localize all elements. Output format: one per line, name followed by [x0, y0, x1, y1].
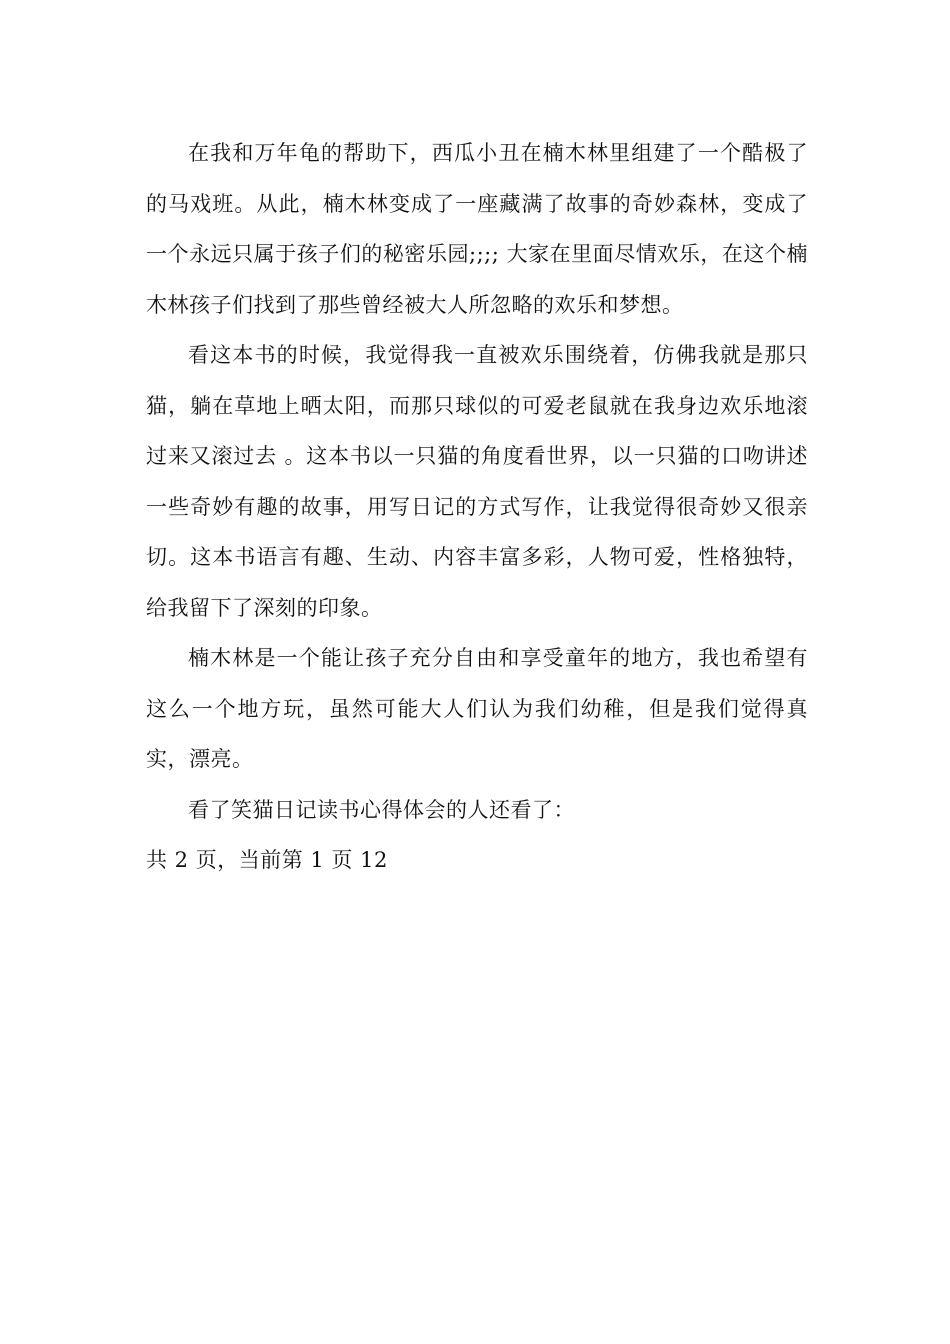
paragraph-2: 看这本书的时候，我觉得我一直被欢乐围绕着，仿佛我就是那只猫，躺在草地上晒太阳，而那只球似的可爱老鼠就在我身边欢乐地滚过来又滚过去 。这本书以一只猫的角度看世界，以一只猫的口吻讲述一些奇妙有趣的故事，用写日记的方式写作，让我觉得很奇妙又很亲切。这本书语言有趣、生动、内容丰富多彩，人物可爱，性格独特，给我留下了深刻的印象。	[146, 343, 808, 620]
pagination-text[interactable]: 共 2 页，当前第 1 页 12	[146, 848, 388, 872]
related-reading-label: 看了笑猫日记读书心得体会的人还看了：	[188, 797, 575, 822]
paragraph-1: 在我和万年龟的帮助下，西瓜小丑在楠木林里组建了一个酷极了的马戏班。从此，楠木林变成了一座藏满了故事的奇妙森林，变成了一个永远只属于孩子们的秘密乐园;;;; 大家在里面尽情欢乐，在这个楠木林孩子们找到了那些曾经被大人所忽略的欢乐和梦想。	[146, 141, 808, 317]
document-body	[146, 128, 808, 885]
paragraph-3: 楠木林是一个能让孩子充分自由和享受童年的地方，我也希望有这么一个地方玩，虽然可能大人们认为我们幼稚，但是我们觉得真实，漂亮。	[146, 646, 808, 771]
